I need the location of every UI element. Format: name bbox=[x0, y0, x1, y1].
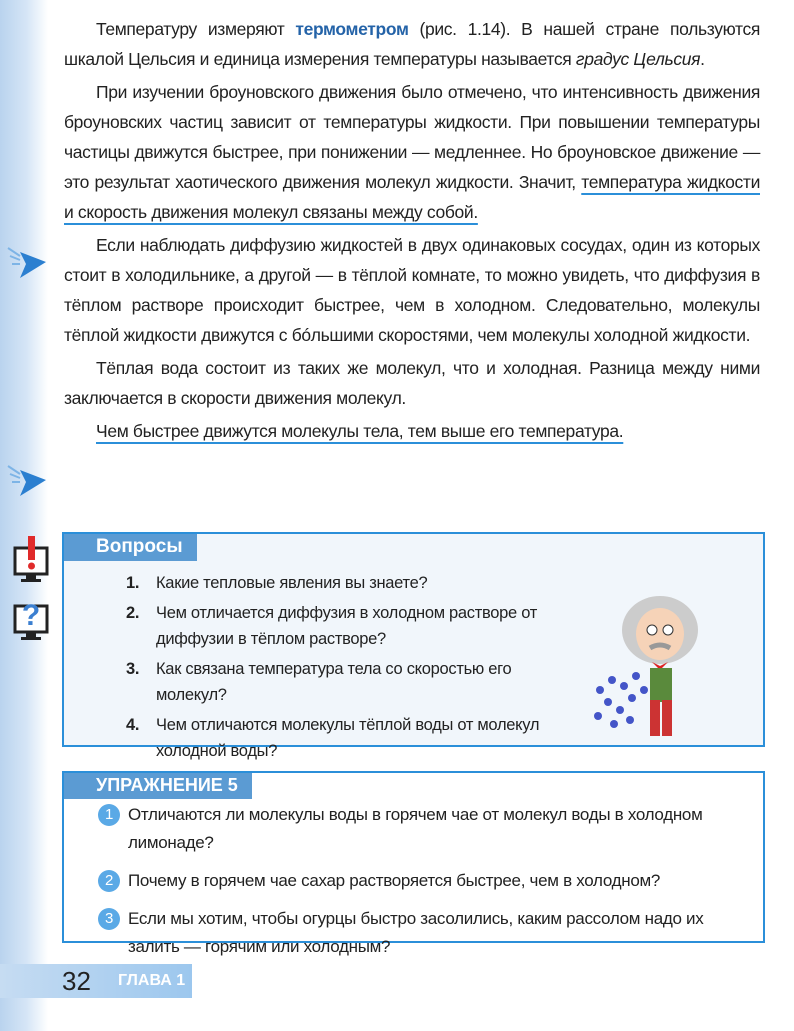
text: . bbox=[700, 49, 705, 69]
exercise-text: Почему в горячем чае сахар растворяется быстрее, чем в холодном? bbox=[128, 871, 661, 890]
exercise-item bbox=[98, 801, 743, 857]
italic-term: градус Цельсия bbox=[575, 49, 701, 69]
margin-strip bbox=[0, 0, 48, 1031]
exercise-item bbox=[98, 905, 743, 961]
paragraph-4: Тёплая вода состоит из таких же молекул, что и холодная. Разница между ними заключается в скорости движения молекул. bbox=[64, 358, 760, 408]
text: (рис. 1.14). В нашей стране пользуются шкалой Цельсия и единица измерения температуры называется bbox=[64, 19, 760, 69]
question-number: 4. bbox=[126, 716, 140, 734]
question-item bbox=[126, 600, 546, 652]
question-number: 2. bbox=[126, 604, 140, 622]
question-item bbox=[126, 570, 546, 596]
exercise-list bbox=[98, 801, 743, 971]
question-item bbox=[126, 656, 546, 708]
question-number: 3. bbox=[126, 660, 140, 678]
arrow-icon bbox=[6, 458, 50, 502]
arrow-icon bbox=[6, 240, 50, 284]
exercise-text: Отличаются ли молекулы воды в горячем чае от молекул воды в холодном лимонаде? bbox=[128, 805, 703, 852]
professor-illustration bbox=[590, 590, 740, 740]
exercise-text: Если мы хотим, чтобы огурцы быстро засолились, каким рассолом надо их залить — горячим или холодным? bbox=[128, 909, 704, 956]
monitor-exclamation-icon bbox=[12, 534, 50, 584]
body-text bbox=[64, 14, 760, 449]
exercise-item bbox=[98, 867, 743, 895]
svg-text:?: ? bbox=[21, 599, 41, 632]
key-statement: Чем быстрее движутся молекулы тела, тем выше его температура. bbox=[96, 421, 624, 441]
question-text: Чем отличается диффузия в холодном растворе от диффузии в тёплом растворе? bbox=[156, 604, 537, 648]
key-statement: температура жидкости и скорость движения молекул связаны между собой. bbox=[64, 172, 760, 222]
text: При изучении броуновского движения было отмечено, что интенсивность движения броуновских частиц зависит от температуры жидкости. При повышении температуры частицы движутся быстрее, при понижении — медленнее. Но броуновское движение — это результат хаотического движения молекул жидкости. Значит, bbox=[64, 82, 760, 192]
exercise-title: УПРАЖНЕНИЕ 5 bbox=[64, 773, 252, 799]
exercise-number-badge: 1 bbox=[98, 804, 120, 826]
questions-title: Вопросы bbox=[64, 534, 197, 561]
question-item bbox=[126, 712, 546, 764]
question-text: Чем отличаются молекулы тёплой воды от молекул холодной воды? bbox=[156, 716, 540, 760]
question-text: Как связана температура тела со скоростью его молекул? bbox=[156, 660, 512, 704]
page-footer bbox=[0, 964, 192, 998]
exercise-box bbox=[62, 771, 765, 956]
paragraph-2 bbox=[64, 77, 760, 227]
paragraph-3: Если наблюдать диффузию жидкостей в двух одинаковых сосудах, один из которых стоит в холодильнике, а другой — в тёплой комнате, то можно увидеть, что диффузия в тёплом растворе происходит быстрее, чем в холодном. Следовательно, молекулы тёплой жидкости движутся с бóльшими скоростями, чем молекулы холодной жидкости. bbox=[64, 235, 760, 345]
keyword-thermometer: термометром bbox=[295, 19, 409, 39]
questions-list bbox=[126, 570, 546, 768]
paragraph-5 bbox=[64, 416, 760, 446]
exercise-number-badge: 2 bbox=[98, 870, 120, 892]
page-number: 32 bbox=[62, 966, 91, 996]
chapter-label: ГЛАВА 1 bbox=[118, 972, 186, 989]
monitor-question-icon bbox=[12, 592, 50, 642]
paragraph-1 bbox=[64, 14, 760, 74]
question-text: Какие тепловые явления вы знаете? bbox=[156, 574, 428, 592]
question-number: 1. bbox=[126, 574, 140, 592]
exercise-number-badge: 3 bbox=[98, 908, 120, 930]
text: Температуру измеряют bbox=[96, 19, 296, 39]
